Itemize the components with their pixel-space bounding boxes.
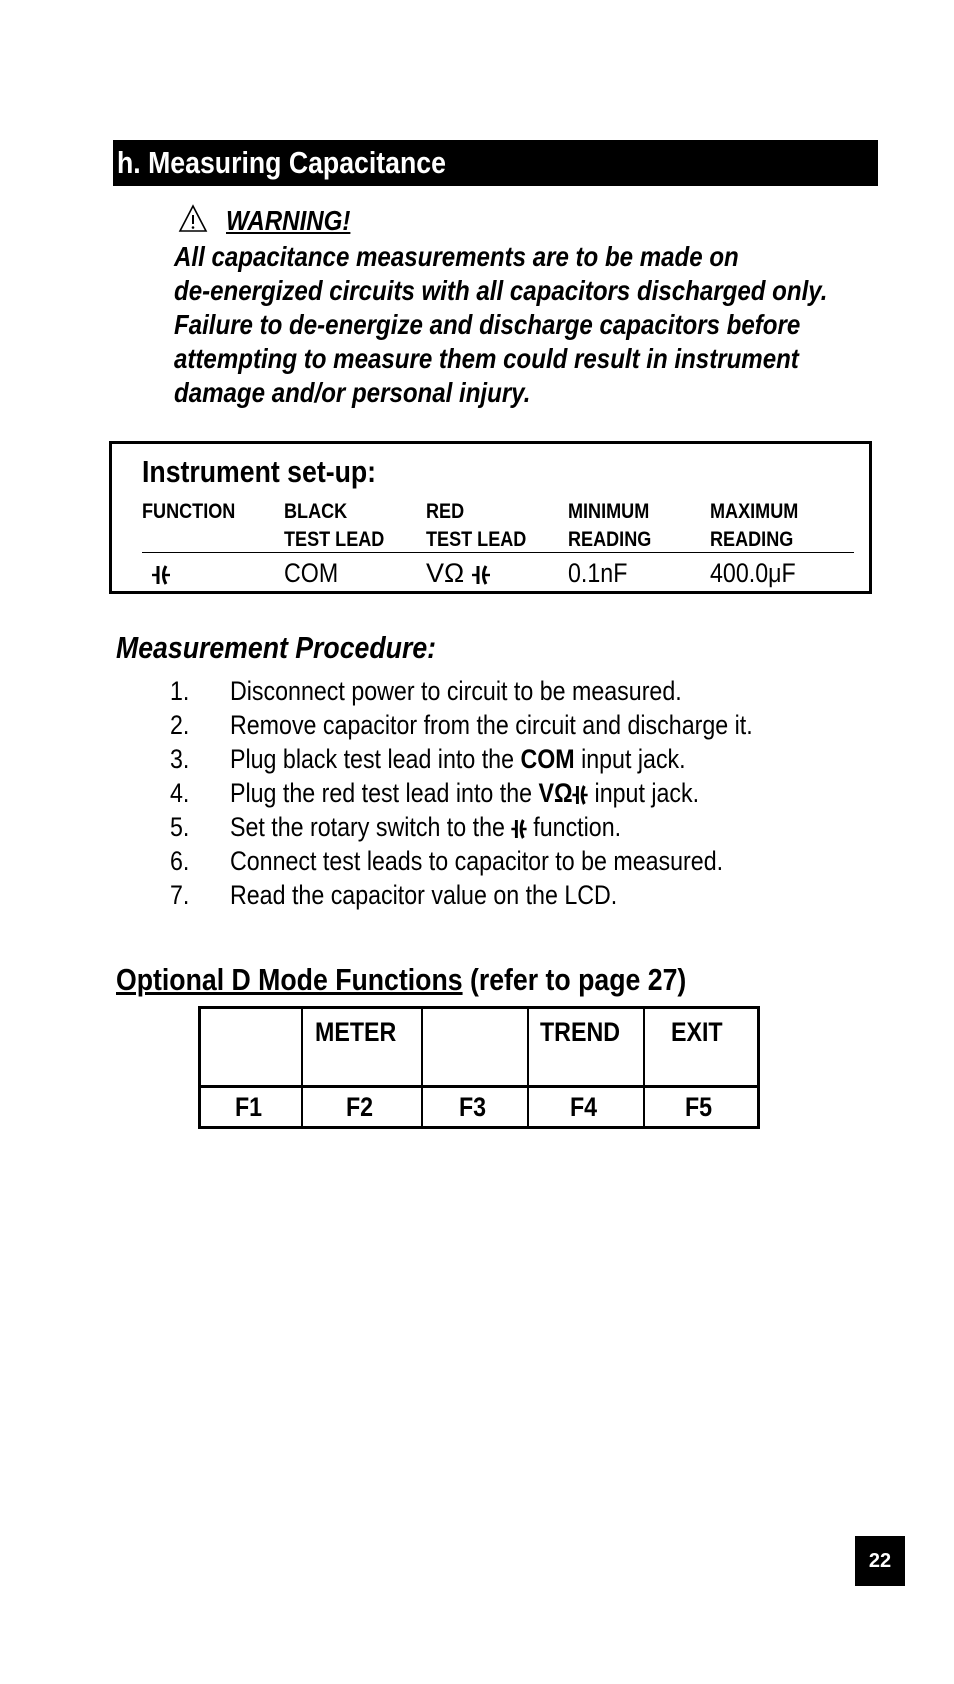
setup-title: Instrument set-up: xyxy=(142,454,377,489)
warning-line: All capacitance measurements are to be made on xyxy=(174,241,739,272)
minimum-reading-value: 0.1nF xyxy=(568,558,628,588)
column-header-function: FUNCTION xyxy=(142,500,236,523)
warning-title: WARNING! xyxy=(226,205,351,236)
function-key: F3 xyxy=(422,1087,528,1128)
capacitor-icon xyxy=(152,564,170,586)
section-title: h. Measuring Capacitance xyxy=(117,145,446,180)
function-key-label: METER xyxy=(302,1008,422,1087)
red-lead-value: VΩ xyxy=(426,558,490,588)
procedure-title: Measurement Procedure: xyxy=(116,630,437,665)
capacitor-icon xyxy=(511,818,526,840)
optional-functions-heading: Optional D Mode Functions (refer to page 27) xyxy=(116,962,687,997)
page-number: 22 xyxy=(855,1536,905,1586)
function-key: F5 xyxy=(644,1087,759,1128)
function-key: F2 xyxy=(302,1087,422,1128)
column-header-minimum-reading: MINIMUM READING xyxy=(568,500,652,551)
function-key: F4 xyxy=(528,1087,644,1128)
divider xyxy=(142,552,854,553)
warning-line: damage and/or personal injury. xyxy=(174,377,531,408)
warning-triangle-icon xyxy=(178,204,208,234)
column-header-red-test-lead: RED TEST LEAD xyxy=(426,500,527,551)
warning-text xyxy=(174,240,934,410)
warning-line: de-energized circuits with all capacitors discharged only. xyxy=(174,275,828,306)
capacitor-icon xyxy=(472,564,490,586)
maximum-reading-value: 400.0μF xyxy=(710,558,796,588)
function-key-label xyxy=(200,1008,303,1087)
function-key-label: TREND xyxy=(528,1008,644,1087)
column-header-black-test-lead: BLACK TEST LEAD xyxy=(284,500,385,551)
function-value xyxy=(152,562,170,592)
instrument-setup-box xyxy=(109,441,872,594)
warning-line: Failure to de-energize and discharge capacitors before xyxy=(174,309,801,340)
column-header-maximum-reading: MAXIMUM READING xyxy=(710,500,799,551)
function-key-label xyxy=(422,1008,528,1087)
section-header-bar xyxy=(113,140,878,186)
function-key-table xyxy=(198,1006,760,1129)
capacitor-icon xyxy=(573,784,588,806)
warning-line: attempting to measure them could result in instrument xyxy=(174,343,799,374)
black-lead-value: COM xyxy=(284,558,339,588)
function-key-label: EXIT xyxy=(644,1008,759,1087)
function-key: F1 xyxy=(200,1087,303,1128)
warning-block xyxy=(174,204,874,408)
